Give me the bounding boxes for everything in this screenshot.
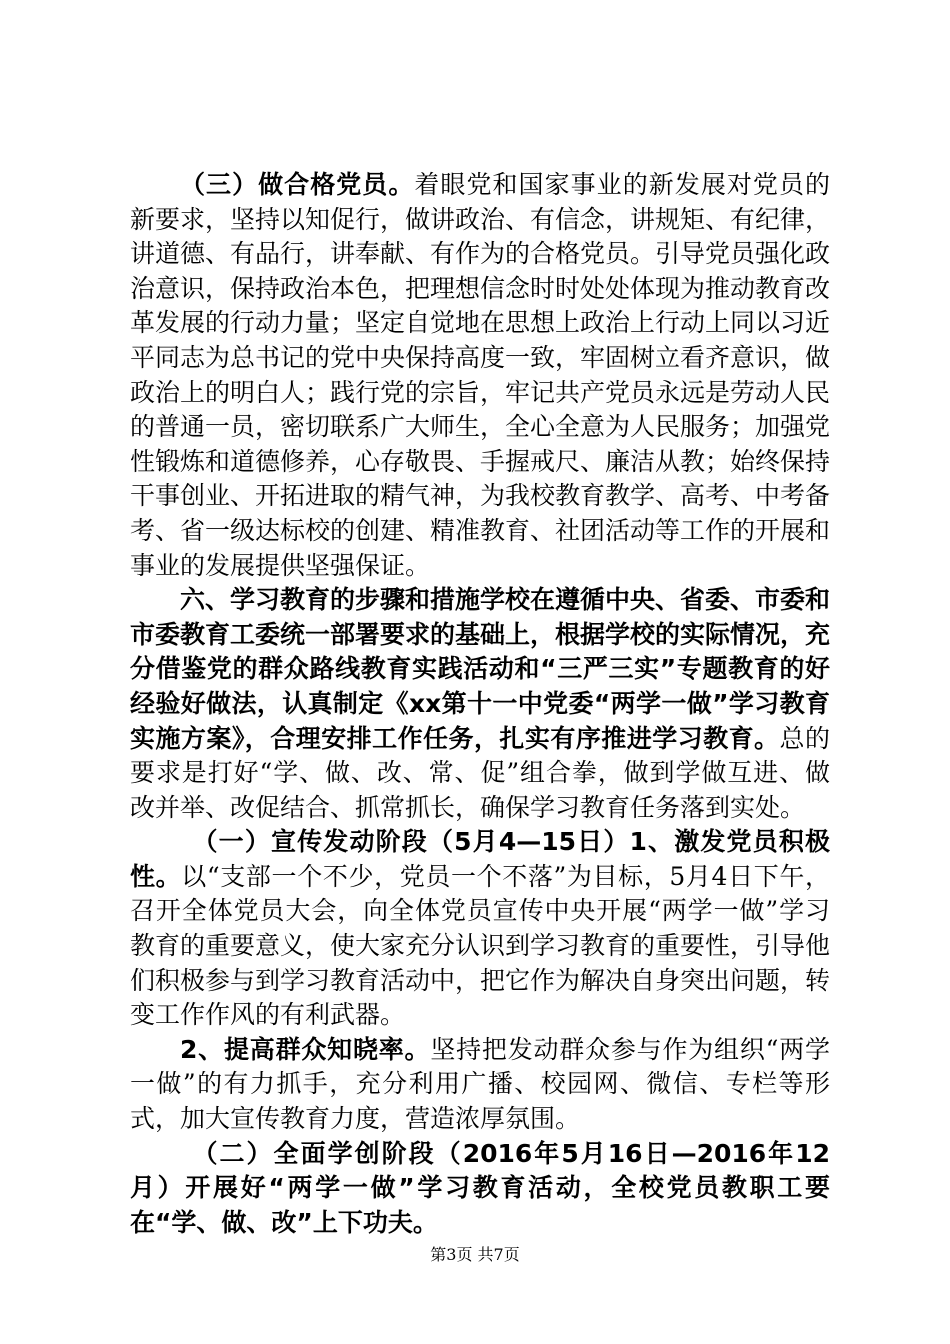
- paragraph-heading: 2、提高群众知晓率。: [180, 1034, 431, 1064]
- paragraph-body: 坚持把发动群众参与作为组织“两学一做”的有力抓手，充分利用广播、校园网、微信、专栏等形式，加大宣传教育力度，营造浓厚氛围。: [130, 1034, 830, 1134]
- paragraph-body: 以“支部一个不少，党员一个不落”为目标，5月4日下午，召开全体党员大会，向全体党员宣传中央开展“两学一做”学习教育的重要意义，使大家充分认识到学习教育的重要性，引导他们积极参与到学习教育活动中，把它作为解决自身突出问题，转变工作作风的有利武器。: [130, 861, 831, 1030]
- paragraph-heading: （二）全面学创阶段（2016年5月16日—2016年12月）开展好“两学一做”学习教育活动，全校党员教职工要在“学、做、改”上下功夫。: [130, 1138, 830, 1237]
- page-number-footer: 第3页 共7页: [430, 1245, 520, 1264]
- paragraph-body: 着眼党和国家事业的新发展对党员的新要求，坚持以知促行，做讲政治、有信念，讲规矩、有纪律，讲道德、有品行，讲奉献、有作为的合格党员。引导党员强化政治意识，保持政治本色，把理想信念时时处处体现为推动教育改革发展的行动力量；坚定自觉地在思想上政治上行动上同以习近平同志为总书记的党中央保持高度一致，牢固树立看齐意识，做政治上的明白人；践行党的宗旨，牢记共产党员永远是劳动人民的普通一员，密切联系广大师生，全心全意为人民服务；加强党性锻炼和道德修养，心存敬畏、手握戒尺、廉洁从教；始终保持干事创业、开拓进取的精气神，为我校教育教学、高考、中考备考、省一级达标校的创建、精准教育、社团活动等工作的开展和事业的发展提供坚强保证。: [130, 170, 831, 580]
- paragraph-study-stage: [130, 1137, 830, 1241]
- paragraph-heading: （三）做合格党员。: [180, 170, 415, 199]
- document-page: [130, 168, 830, 1240]
- paragraph-mobilization-stage: [130, 825, 830, 1033]
- paragraph-qualified-member: [130, 168, 830, 583]
- paragraph-public-awareness: [130, 1033, 830, 1137]
- paragraph-steps-measures: [130, 583, 830, 825]
- paragraph-body: 总的要求是打好“学、做、改、常、促”组合拳，做到学做互进、做改并举、改促结合、抓常抓长，确保学习教育任务落到实处。: [130, 723, 830, 822]
- paragraph-heading: 六、学习教育的步骤和措施学校在遵循中央、省委、市委和市委教育工委统一部署要求的基础上，根据学校的实际情况，充分借鉴党的群众路线教育实践活动和“三严三实”专题教育的好经验好做法，认真制定《xx第十一中党委“两学一做”学习教育实施方案》，合理安排工作任务，扎实有序推进学习教育。: [130, 585, 831, 753]
- paragraph-heading: （一）宣传发动阶段（5月4—15日）1、激发党员积极性。: [130, 827, 830, 891]
